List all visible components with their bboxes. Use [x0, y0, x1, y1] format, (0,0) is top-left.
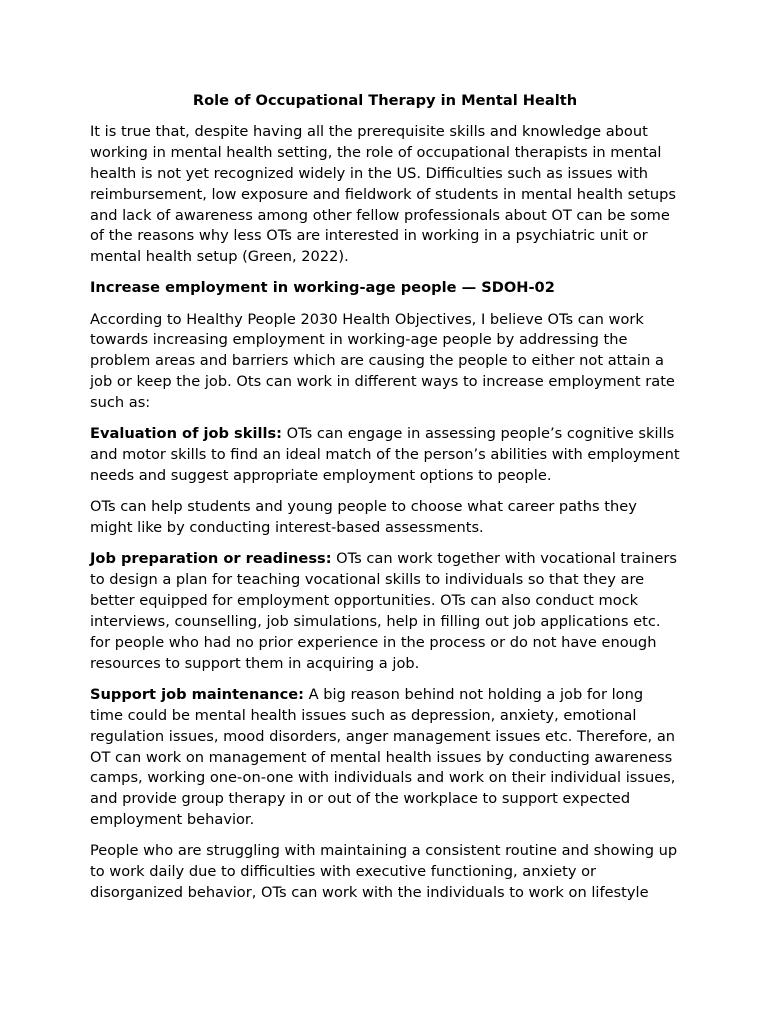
section-intro-paragraph: According to Healthy People 2030 Health Objectives, I believe OTs can work towards increasing employment in working-age people by addressing the problem areas and barriers which are causing the people to either not attain a job or keep the job. Ots can work in different ways to increase employment rate such as: — [90, 310, 675, 412]
intro-paragraph: It is true that, despite having all the prerequisite skills and knowledge about working in mental health setting, the role of occupational therapists in mental health is not yet recognized widely in the US. Difficulties such as issues with reimbursement, low exposure and fieldwork of students in mental health setups and lack of awareness among other fellow professionals about OT can be some of the reasons why less OTs are interested in working in a psychiatric unit or mental health setup (Green, 2022). — [90, 122, 677, 266]
job-maintenance-text: A big reason behind not holding a job for long time could be mental health issues such as depression, anxiety, emotional regulation issues, mood disorders, anger management issues etc. Therefore, an OT can work on management of mental health issues by conducting awareness camps, working one-on-one with individuals and work on their individual issues, and provide group therapy in or out of the workplace to support expected employment behavior. — [90, 685, 676, 829]
job-skills-paragraph — [90, 424, 680, 487]
routine-paragraph: People who are struggling with maintaining a consistent routine and showing up to work daily due to difficulties with executive functioning, anxiety or disorganized behavior, OTs can work with the individuals to work on lifestyle — [90, 842, 678, 902]
job-maintenance-paragraph — [90, 685, 680, 831]
job-maintenance-label: Support job maintenance: — [90, 685, 304, 703]
job-skills-label: Evaluation of job skills: — [90, 425, 282, 443]
career-paths-paragraph: OTs can help students and young people to choose what career paths they might like by conducting interest-based assessments. — [90, 498, 637, 537]
job-preparation-label: Job preparation or readiness: — [90, 550, 332, 568]
document-title: Role of Occupational Therapy in Mental Health — [192, 92, 578, 109]
document-body — [90, 91, 680, 914]
job-preparation-paragraph — [90, 549, 680, 674]
job-skills-text: OTs can engage in assessing people’s cognitive skills and motor skills to find an ideal match of the person’s abilities with employment needs and suggest appropriate employment options to people. — [90, 425, 680, 485]
job-preparation-text: OTs can work together with vocational trainers to design a plan for teaching vocational skills to individuals so that they are better equipped for employment opportunities. OTs can also conduct mock interviews, counselling, job simulations, help in filling out job applications etc. for people who had no prior experience in the process or do not have enough resources to support them in acquiring a job. — [90, 550, 677, 672]
section-heading: Increase employment in working-age people — SDOH-02 — [90, 279, 555, 297]
